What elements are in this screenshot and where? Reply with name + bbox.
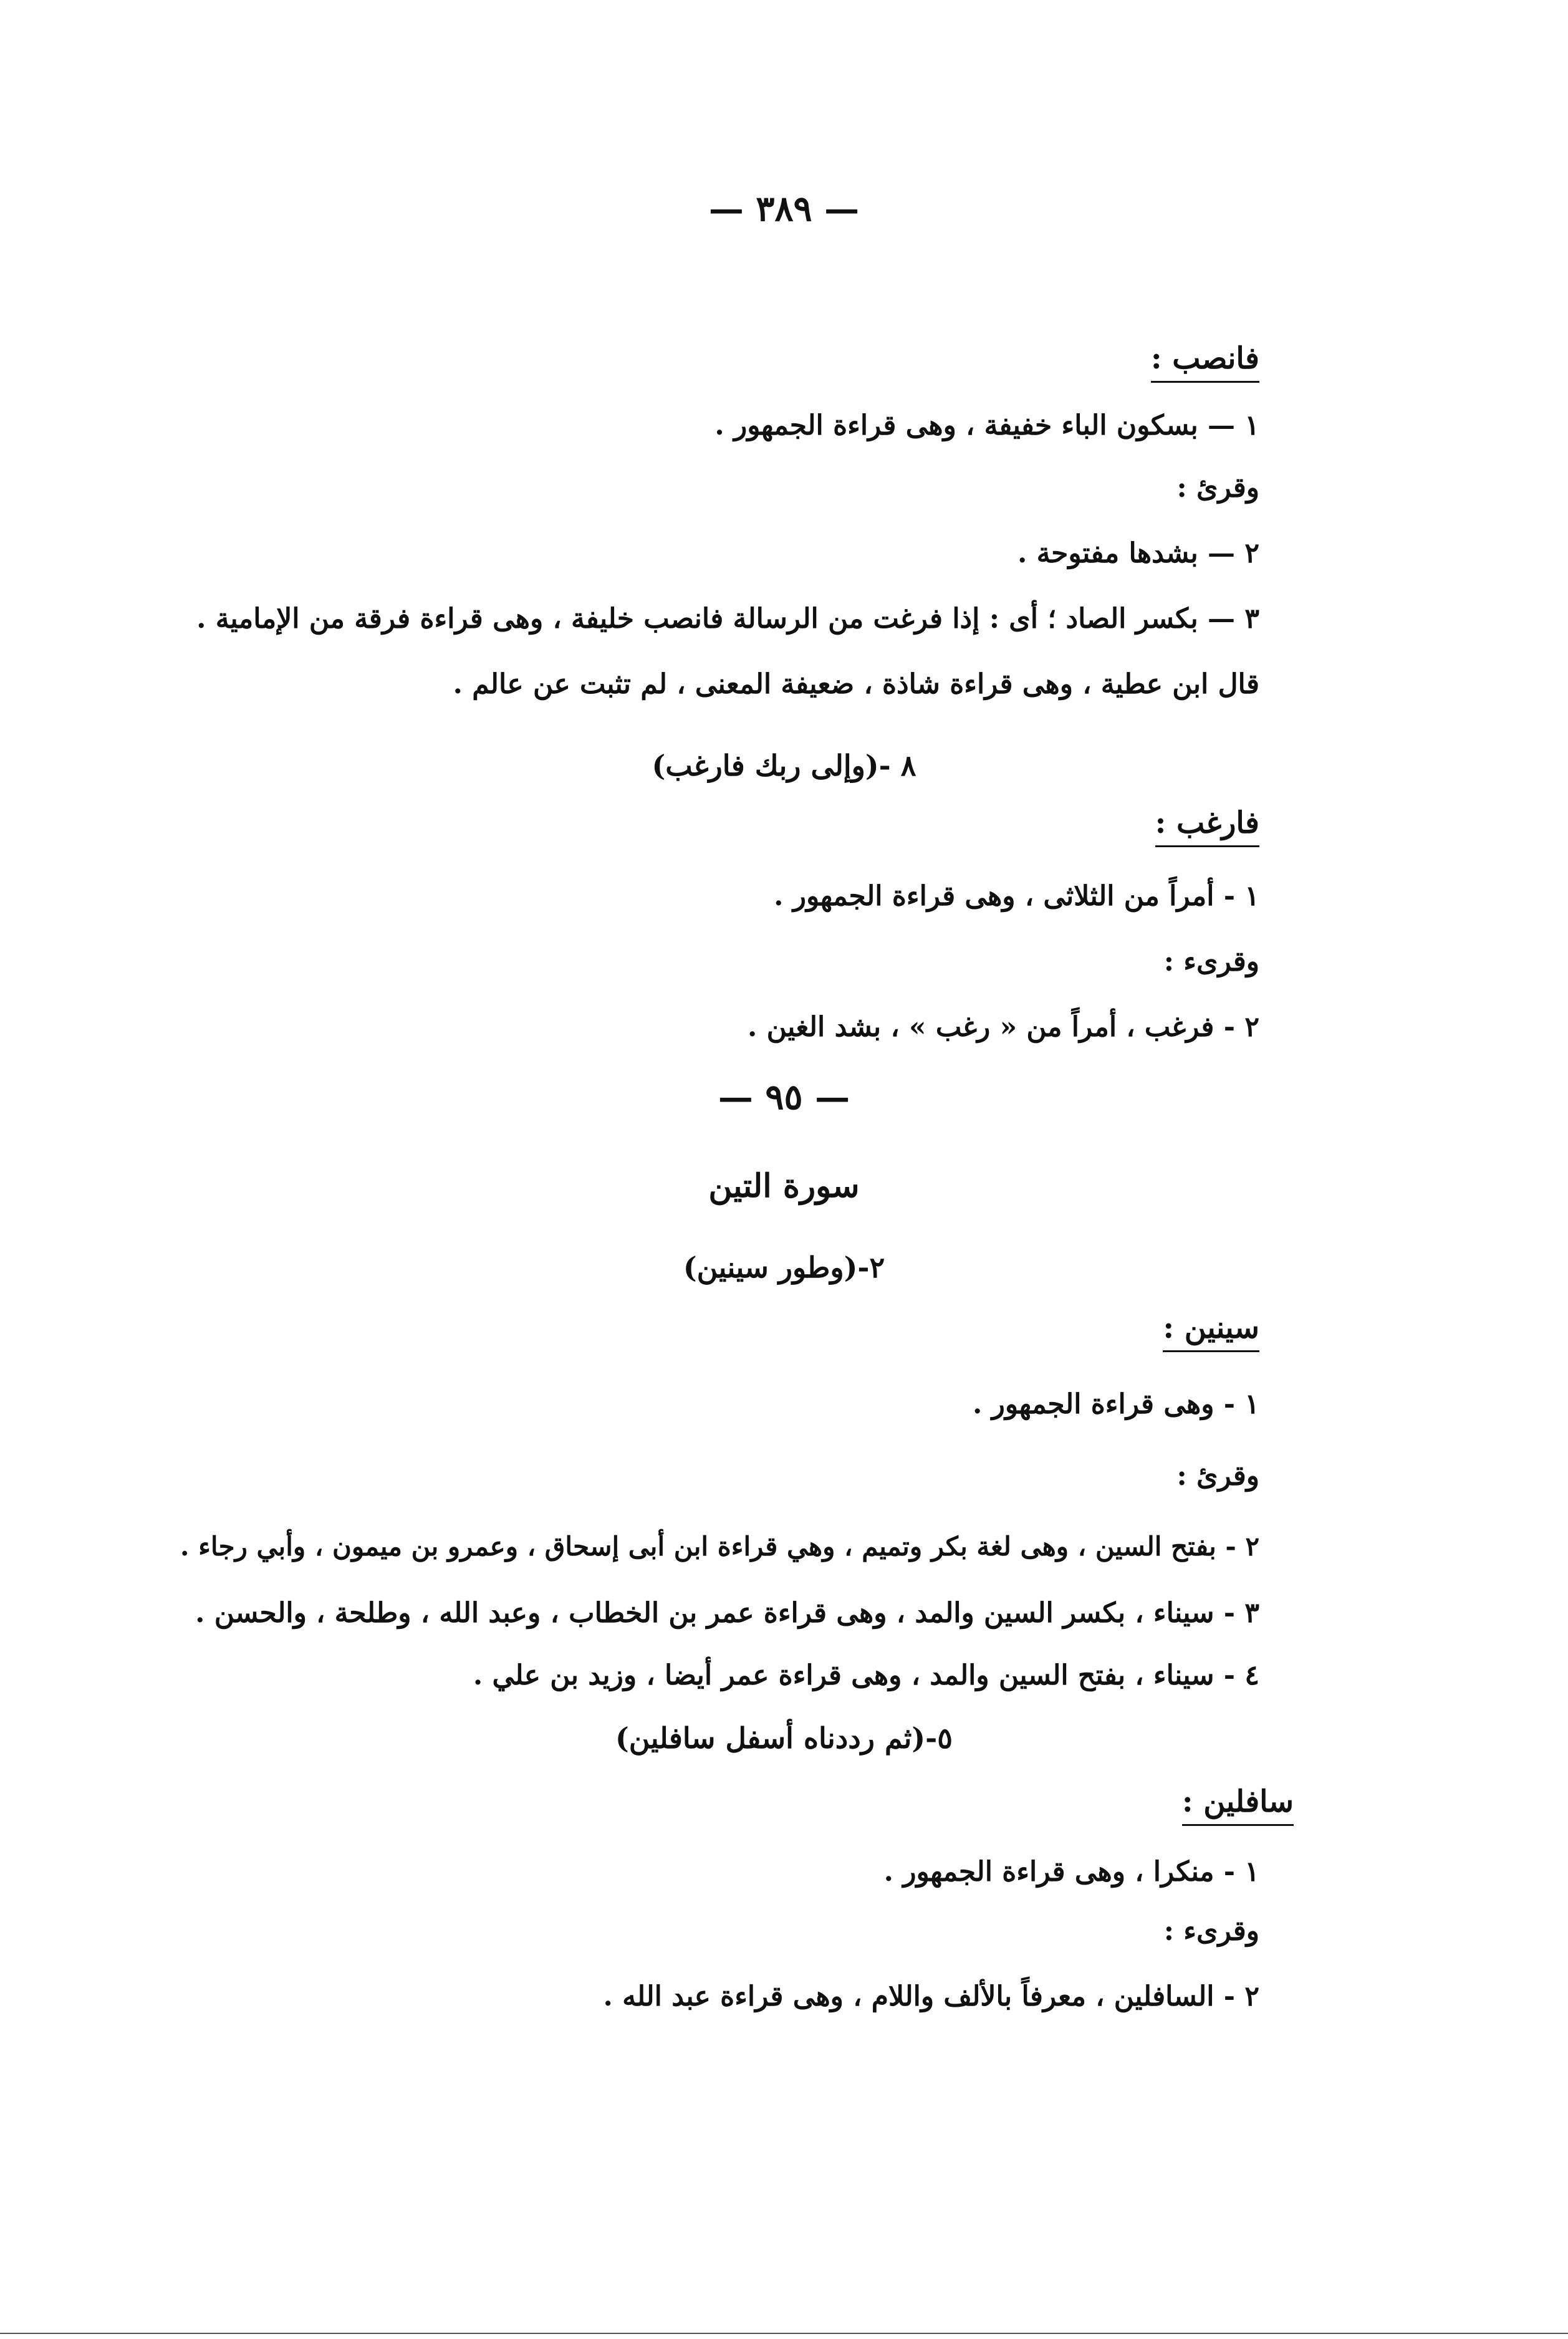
fansab-item-3: ٣ — بكسر الصاد ؛ أى : إذا فرغت من الرسالة فانصب خليفة ، وهى قراءة فرقة من الإمامية .	[196, 603, 1259, 635]
safilin-read-label: وقرىء :	[1163, 1915, 1259, 1947]
sinin-item-1: ١ - وهى قراءة الجمهور .	[973, 1388, 1259, 1420]
sinin-item-4: ٤ - سيناء ، بفتح السين والمد ، وهى قراءة عمر أيضا ، وزيد بن علي .	[473, 1659, 1259, 1691]
page-number: — ٣٨٩ —	[708, 188, 860, 229]
sinin-item-3: ٣ - سيناء ، بكسر السين والمد ، وهى قراءة عمر بن الخطاب ، وعبد الله ، وطلحة ، والحسن .	[195, 1597, 1259, 1629]
fansab-item-1: ١ — بسكون الباء خفيفة ، وهى قراءة الجمهور .	[714, 410, 1259, 441]
sinin-item-2: ٢ - بفتح السين ، وهى لغة بكر وتميم ، وهي قراءة ابن أبى إسحاق ، وعمرو بن ميمون ، وأبي رجاء .	[180, 1531, 1259, 1562]
verse-5: ٥-(ثم رددناه أسفل سافلين)	[615, 1721, 953, 1755]
fansab-note: قال ابن عطية ، وهى قراءة شاذة ، ضعيفة المعنى ، لم تثبت عن عالم .	[453, 668, 1259, 700]
surah-number: — ٩٥ —	[718, 1077, 850, 1118]
safilin-item-2: ٢ - السافلين ، معرفاً بالألف واللام ، وهى قراءة عبد الله .	[603, 1981, 1259, 2012]
bottom-border-line	[0, 2333, 1568, 2334]
sinin-read-label: وقرئ :	[1176, 1460, 1259, 1492]
farghab-item-1: ١ - أمراً من الثلاثى ، وهى قراءة الجمهور .	[774, 880, 1259, 912]
verse-8: ٨ -(وإلى ربك فارغب)	[652, 749, 916, 782]
heading-sinin: سينين :	[1163, 1309, 1259, 1352]
safilin-item-1: ١ - منكرا ، وهى قراءة الجمهور .	[883, 1856, 1259, 1888]
heading-farghab: فارغب :	[1155, 804, 1259, 847]
surah-title: سورة التين	[708, 1167, 860, 1205]
section-heading-farghab	[1155, 804, 1259, 847]
fansab-read-label: وقرئ :	[1176, 472, 1259, 504]
fansab-item-2: ٢ — بشدها مفتوحة .	[1017, 537, 1259, 569]
section-heading-fansab	[1151, 340, 1259, 383]
heading-safilin: سافلين :	[1182, 1783, 1294, 1826]
farghab-read-label: وقرىء :	[1163, 946, 1259, 977]
verse-2: ٢-(وطور سينين)	[683, 1251, 885, 1284]
section-heading-safilin	[1182, 1783, 1294, 1826]
farghab-item-2: ٢ - فرغب ، أمراً من « رغب » ، بشد الغين .	[747, 1011, 1259, 1043]
heading-fansab: فانصب :	[1151, 340, 1259, 383]
section-heading-sinin	[1163, 1309, 1259, 1352]
